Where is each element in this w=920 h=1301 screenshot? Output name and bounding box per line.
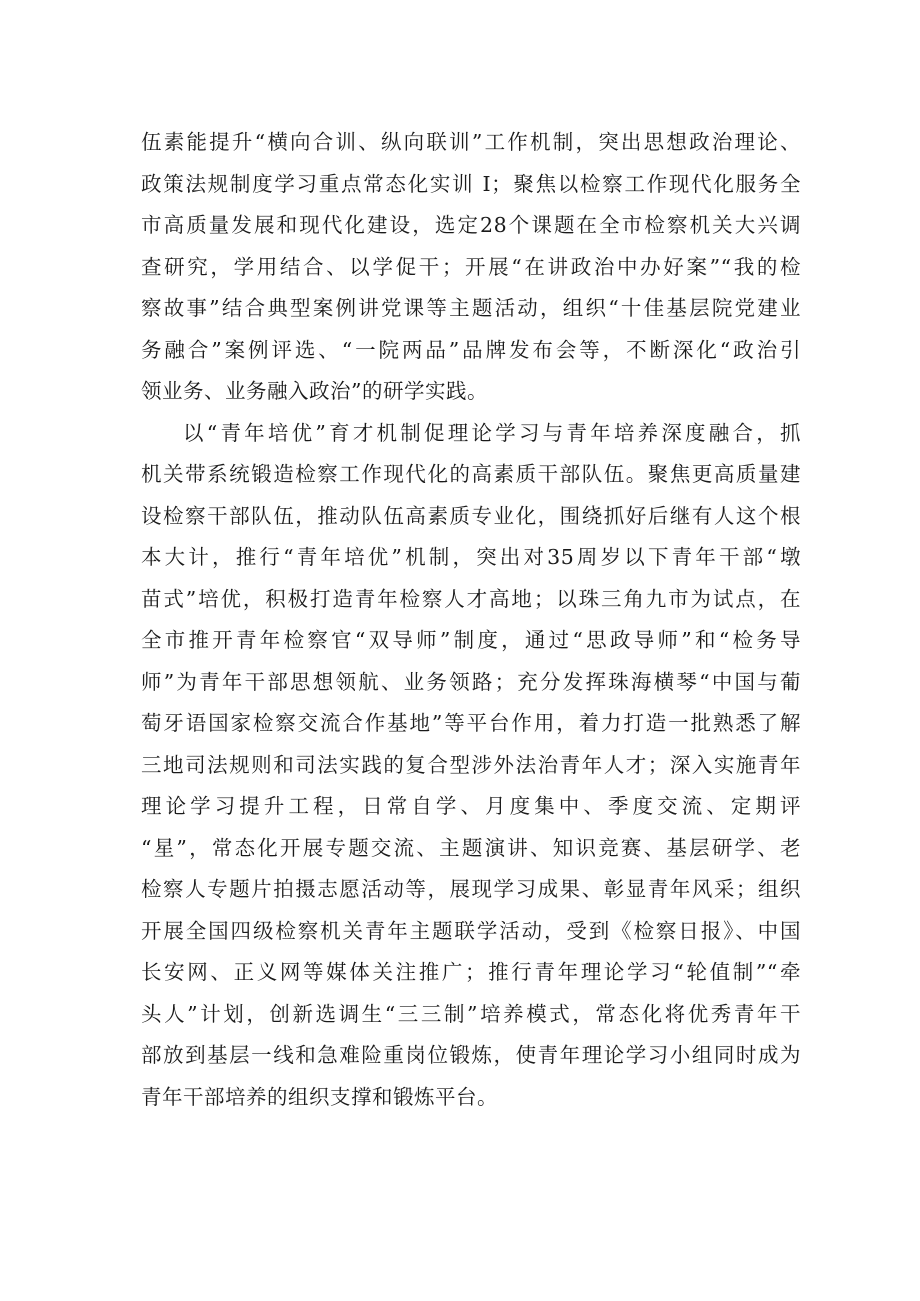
text-line: 理论学习提升工程，日常自学、月度集中、季度交流、定期评: [141, 794, 801, 818]
text-line: 查研究，学用结合、以学促干；开展“在讲政治中办好案”“我的检: [141, 254, 801, 279]
text-line: 领业务、业务融入政治”的研学实践。: [141, 379, 488, 403]
text-line: 本大计，推行“青年培优”机制，突出对35周岁以下青年干部“墩: [141, 545, 801, 569]
text-line: 长安网、正义网等媒体关注推广；推行青年理论学习“轮值制”“牵: [141, 960, 801, 984]
text-line: 市高质量发展和现代化建设，选定28个课题在全市检察机关大兴调: [141, 213, 801, 237]
text-line: 开展全国四级检察机关青年主题联学活动，受到《检察日报》、中国: [141, 918, 801, 943]
text-line: 部放到基层一线和急难险重岗位锻炼，使青年理论学习小组同时成为: [141, 1043, 801, 1067]
paragraph-1: [141, 122, 801, 413]
text-line: 师”为青年干部思想领航、业务领路；充分发挥珠海横琴“中国与葡: [141, 669, 801, 694]
text-line: 头人”计划，创新选调生“三三制”培养模式，常态化将优秀青年干: [141, 1001, 801, 1026]
body-text: [141, 122, 801, 1118]
text-line: 机关带系统锻造检察工作现代化的高素质干部队伍。聚焦更高质量建: [141, 462, 801, 486]
text-line: 检察人专题片拍摄志愿活动等，展现学习成果、彰显青年风采；组织: [141, 877, 801, 901]
text-line: 萄牙语国家检察交流合作基地”等平台作用，着力打造一批熟悉了解: [141, 711, 801, 735]
paragraph-2: [141, 413, 801, 1119]
text-line: 苗式”培优，积极打造青年检察人才高地；以珠三角九市为试点，在: [141, 586, 801, 611]
text-line: 全市推开青年检察官“双导师”制度，通过“思政导师”和“检务导: [141, 628, 801, 652]
text-line: 伍素能提升“横向合训、纵向联训”工作机制，突出思想政治理论、: [141, 130, 801, 154]
text-line: 政策法规制度学习重点常态化实训 I；聚焦以检察工作现代化服务全: [141, 171, 801, 196]
text-line: 以“青年培优”育才机制促理论学习与青年培养深度融合，抓: [183, 420, 801, 445]
text-line: 察故事”结合典型案例讲党课等主题活动，组织“十佳基层院党建业: [141, 296, 801, 320]
text-line: “星”，常态化开展专题交流、主题演讲、知识竞赛、基层研学、老: [141, 835, 801, 860]
text-line: 青年干部培养的组织支撑和锻炼平台。: [141, 1084, 498, 1109]
text-line: 务融合”案例评选、“一院两品”品牌发布会等，不断深化“政治引: [141, 337, 801, 362]
text-line: 三地司法规则和司法实践的复合型涉外法治青年人才；深入实施青年: [141, 752, 801, 777]
text-line: 设检察干部队伍，推动队伍高素质专业化，围绕抓好后继有人这个根: [141, 503, 801, 528]
